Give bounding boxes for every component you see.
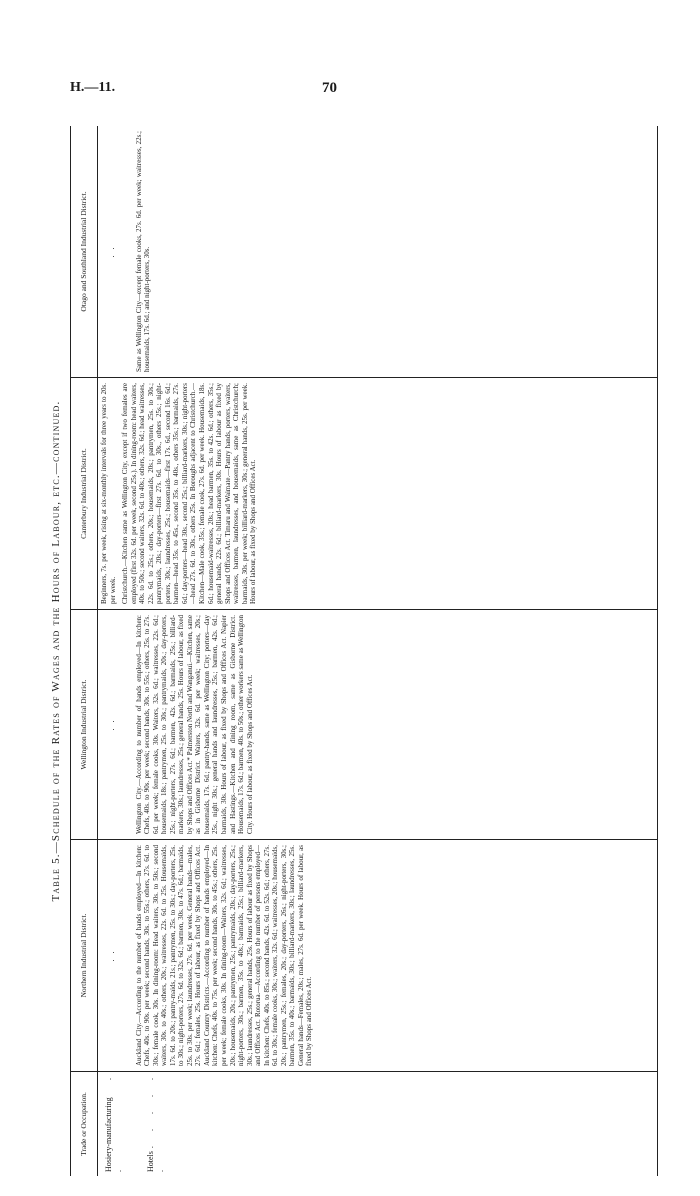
wellington-hotels-cell: Wellington City.—According to number of hands employed—In kitchen: Chefs, 40s. to 90s. per week; second hands, 30s. to 55s.; others, 25s. to 27s. 6d. per week; female cooks, 30s. Waiters, 32s. 6d.; waitresses, 22s. 6d.; housemaids, 18s.; pantrymen, 25s. to 30s.; pantrymaids, 20s.; day-porters, 25s.; night-porters, 27s. 6d.; barmen, 42s. 6d.; barmaids, 25s.; billiard-markers, 30s.; laundresses, 25s.; general hands, 25s. Hours of labour, as fixed by Shops and Offices Act.* Palmerston North and Wanganui.—Kitchen, same as in Gisborne District. Waiters, 32s. 6d. per week; waitresses, 20s.; housemaids, 17s. 6d.; pantry-hands, same as Wellington City; porters—day 25s., night 30s.; general hands and laundresses, 25s.; barmen, 42s. 6d.; barmaids, 30s. Hours of labour, as fixed by Shops and Offices Act. Napier and Hastings.—Kitchen and dining room, same as Gisborne District. Housemaids, 17s. 6d.; barmen, 40s. to 50s.; other workers same as Wellington City. Hours of labour, as fixed by Shops and Offices Act. — [134, 615, 254, 834]
trade-label: Hotels — [146, 1151, 155, 1172]
otago-hotels-cell: Same as Wellington City—except female cooks, 27s. 6d. per week; waitresses, 22s.; housemaids, 17s. 6d.; and night-porters, 30s. — [134, 131, 152, 372]
northern-column — [98, 839, 657, 1071]
page-number: 70 — [322, 80, 337, 96]
table-title: Table 5.—Schedule of the Rates of Wages and the Hours of Labour, etc.—continued. — [50, 400, 62, 902]
wages-table — [70, 126, 658, 1176]
canterbury-hotels-cell: Christchurch.—Kitchen same as Wellington City, except if two females are employed (first 32s. 6d. per week, second 25s.). In dining-room: head waiters, 40s. to 50s.; second waiters, 32s. 6d. to 40s.; others, 32s. 6d.; head waitresses, 22s. 6d. to 25s.; others, 20s.; housemaids, 20s.; pantrymen, 25s. to 30s.; pantrymaids, 20s.; day-porters—first 27s. 6d. to 30s., others 25s.; night-porters, 30s.; laundresses, 25s.; housemaids—first 17s. 6d., second 16s. 6d.; barmen—head 35s. to 45s., second 35s. to 40s., others 35s.; barmaids, 27s. 6d.; day-porters—head 30s., second 25s.; billiard-markers, 30s.; night-porters—head 27s. 6d. to 30s., others 25s. In Boroughs adjacent to Christchurch.—Kitchen—Male cook, 35s.; female cook, 27s. 6d. per week. Housemaids, 18s. 6d.; housemaid-waitresses, 20s.; head barmen, 35s. to 42s. 6d.; others, 35s.; general hands, 22s. 6d.; billiard-markers, 30s. Hours of labour as fixed by Shops and Offices Act. Timaru and Waimate.—Pantry hands, porters, waiters, waitresses, barmen, laundresses, and housemaids, same as Christchurch; barmaids, 30s. per week; billiard-markers, 30s.; general hands, 25s. per week. Hours of labour, as fixed by Shops and Offices Act. — [121, 383, 258, 604]
canterbury-column — [98, 377, 657, 609]
trade-label: Hosiery-manufacturing — [104, 1097, 113, 1172]
column-header-trade: Trade or Occupation. — [71, 1071, 97, 1176]
column-header-canterbury: Canterbury Industrial District. — [71, 377, 97, 609]
column-header-northern: Northern Industrial District. — [71, 839, 97, 1071]
empty-cell-dots: . . — [107, 949, 116, 962]
trade-column — [98, 1071, 657, 1176]
canterbury-hosiery-cell: Beginners, 7s. per week, rising at six-monthly intervals for three years to 20s. per week. — [100, 383, 117, 604]
otago-column — [98, 126, 657, 377]
report-code: H.—11. — [70, 80, 116, 95]
column-header-row — [71, 126, 98, 1176]
trade-cell — [146, 1072, 166, 1172]
page-header — [0, 80, 700, 104]
northern-hotels-cell: Auckland City.—According to the number of hands employed—In kitchen: Chefs, 40s. to 90s. per week; second hands, 30s. to 55s.; others, 27s. 6d. to 30s.; female cook, 30s. In dining-room: Head waiters, 30s. to 50s.; second waiters, 30s. to 40s.; others, 20s.; waitresses, 22s. 6d. to 25s. Housemaids, 17s. 6d. to 20s.; pantry-maids, 21s.; pantrymen, 25s. to 30s.; day-porters, 25s. to 30s.; night-porters, 27s. 6d. to 32s. 6d.; barmen, 30s. to 47s. 6d.; barmaids, 25s. to 30s. per week; laundresses, 27s. 6d. per week. General hands—males, 27s. 6d.; females, 25s. Hours of labour, as fixed by Shops and Offices Act. Auckland Country Districts.—According to number of hands employed—In kitchen: Chefs, 40s. to 75s. per week; second hands, 30s. to 45s.; others, 25s. per week; female cooks, 30s. In dining-room—Waiters, 32s. 6d.; waitresses, 20s.; housemaids, 20s.; pantrymen, 25s.; pantrymaids, 20s.; day-porters, 25s.; night-porters, 30s.; barmen, 35s. to 40s.; barmaids, 25s.; billiard-markers, 30s.; laundresses, 25s.; general hands, 25s. Hours of labour as fixed by Shops and Offices Act. Rotorua.—According to the number of persons employed—In kitchen: Chefs, 40s. to 85s.; second hands, 42s. 6d. to 52s. 6d.; others, 27s. 6d. to 30s.; female cooks, 30s.; waiters, 32s. 6d.; waitresses, 20s.; housemaids, 20s.; pantrymen, 25s.; females, 20s.; day-porters, 26s.; night-porters, 30s.; barmen, 35s. to 40s.; barmaids, 30s.; billiard-markers, 30s.; laundresses, 25s. General hands—Females, 20s.; males, 27s. 6d. per week. Hours of labour, as fixed by Shops and Offices Act. — [134, 845, 314, 1066]
wellington-column — [98, 609, 657, 839]
leader-dots: . . — [104, 1072, 123, 1172]
trade-cell — [104, 1072, 124, 1172]
column-header-wellington: Wellington Industrial District. — [71, 609, 97, 839]
leader-dots: . . . . . . — [146, 1071, 165, 1172]
empty-cell-dots: . . — [107, 245, 116, 258]
rotated-table — [50, 126, 660, 1176]
empty-cell-dots: . . — [107, 718, 116, 731]
column-header-otago: Otago and Southland Industrial District. — [79, 191, 88, 312]
